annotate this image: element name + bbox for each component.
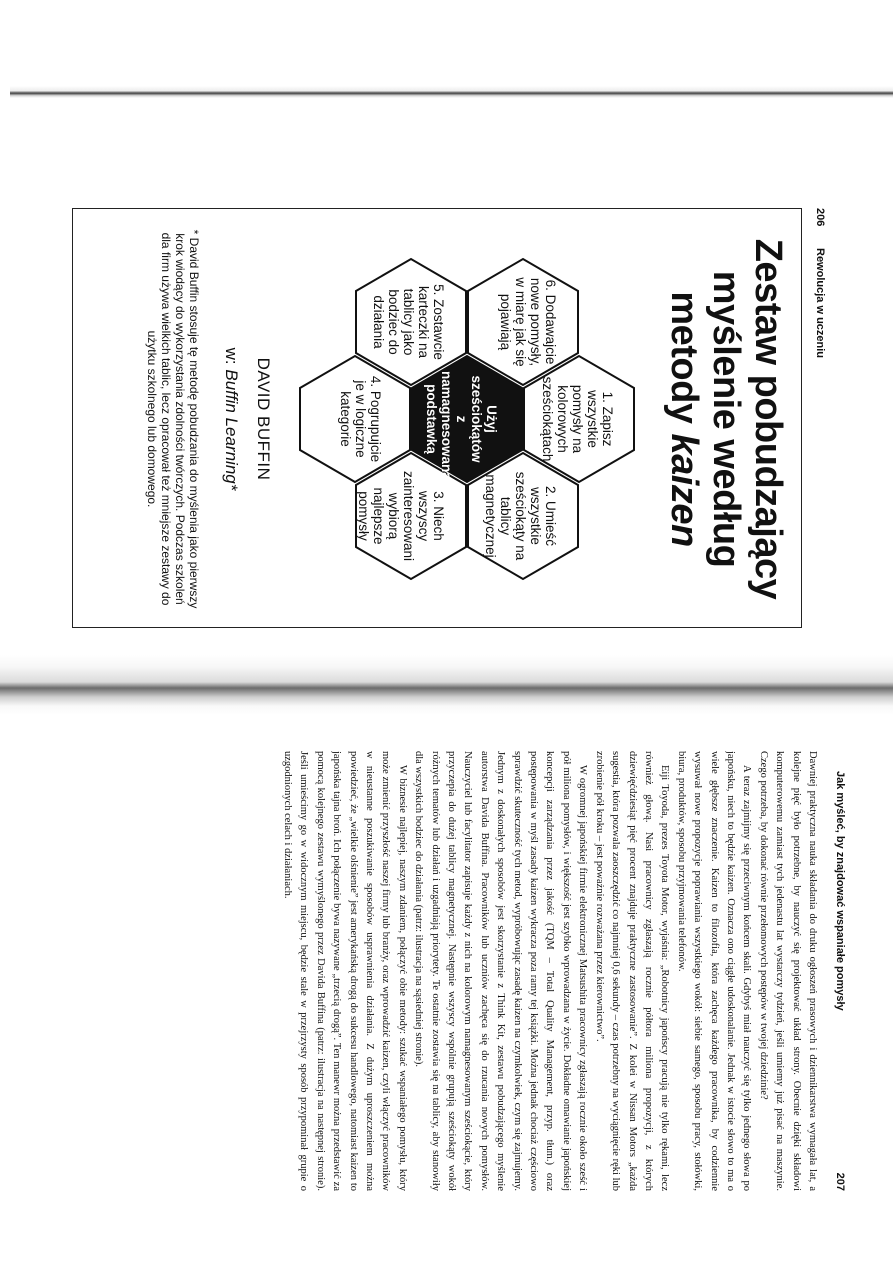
- page-number-207: 207: [834, 1172, 846, 1191]
- figure-title: [663, 209, 789, 629]
- think-kit-figure: [72, 208, 802, 628]
- paragraph: W ogromnej japońskiej firmie elektronicznej Matsushita pracownicy zgłaszają rocznie około sześć i pół miliona pomysłów, i większość jest szybko wprowadzana w życie. Dokładne omawianie japońskiej koncepcji zarządzania przez jakość (TQM – Total Quality Management, przyp. tłum.) oraz postępowania w myśl zasady kaizen wykracza poza ramy tej książki. Można jednak chociaż częściowo sprawdzić skuteczność tych metod, wypróbowując zasadę kaizen na czymkolwiek, czym się zajmujemy. Jednym z doskonałych sposobów jest skorzystanie z Think Kit, zestawu pobudzającego myślenie autorstwa Davida Buffina. Pracowników lub uczniów zachęca się do rzucania nowych pomysłów. Nauczyciel lub facylitator zapisuje każdy z nich na kolorowym namagnesowanym sześciokącie, który przyczepia do dużej tablicy magnetycznej. Następnie wszyscy wspólnie grupują sześciokąty wokół różnych tematów lub działań i uzgadniają priorytety. Te ostatnie zostawia się na tablicy, aby stanowiły dla wszystkich bodziec do działania (patrz: ilustracja na sąsiedniej stronie).: [413, 751, 589, 1191]
- figure-title-kaizen: kaizen: [663, 433, 705, 547]
- hexagon-2-text: 2. Umieść wszystkie sześciokąty na tablicy magnetycznej: [483, 471, 558, 561]
- figure-footnote: * David Buffin stosuje tę metodę pobudzania do myślenia jako pierwszy krok wiodący do wykorzystania zdolności twórczych. Podczas szkoleń dla firm używa wielkich tablic, lecz opracował też mniejsze zestawy do użytku szkolnego lub domowego.: [145, 229, 201, 609]
- paragraph: Eiji Toyoda, prezes Toyota Motor, wyjaśnia: „Robotnicy japońscy pracują nie tylko rękami, lecz również głową. Nasi pracownicy zgłaszają rocznie półtora miliona propozycji, z których dziewięćdziesiąt pięć procent znajduje praktyczne zastosowanie”. Z kolei w Nissan Motors „każda sugestia, która pozwala zaoszczędzić co najmniej 0,6 sekundy – czas potrzebny na wyciągnięcie ręki lub zrobienie pół kroku – jest poważnie rozważana przez kierownictwo”.: [593, 751, 671, 1191]
- figure-title-line-1: Zestaw pobudzający: [747, 238, 789, 600]
- book-gutter: [0, 655, 893, 715]
- hexagon-diagram: [291, 209, 651, 629]
- paragraph: W biznesie najlepiej, naszym zdaniem, połączyć obie metody: szukać wspaniałego pomysłu, który może zmienić przyszłość naszej firmy lub branży, oraz wprowadzić kaizen, czyli włączyć pracowników w nieustanne poszukiwanie sposobów usprawnienia działania. Z dużym uproszczeniem można powiedzieć, że „wielkie olśnienie” jest amerykańską drogą do sukcesu handlowego, natomiast kaizen to japońska tajna broń. Ich połączenie bywa nazywane „trzecią drogą”. Ten manewr można przedstawić za pomocą kolejnego zestawu wymyślonego przez Davida Buffina (patrz: ilustracja na następnej stronie). Jeśli umieścimy go w widocznym miejscu, będzie stale w przejrzysty sposób przypominał grupie o uzgodnionych celach i działaniach.: [282, 751, 408, 1191]
- page-206: [66, 208, 826, 628]
- hexagon-3-text: 3. Niech wszyscy zainteresowani wybiorą najlepsze pomysły: [356, 470, 446, 562]
- paragraph: A teraz zajmijmy się przeciwnym końcem skali. Gdybyś miał nauczyć się tylko jednego słowa po japońsku, niech to będzie kaizen. Oznacza ono ciągłe udoskonalanie. Jednak w istocie słowo to ma o wiele głębsze znaczenie. Kaizen to filozofia, która zachęca każdego pracownika, by codziennie wysuwał nowe propozycje poprawiania wszystkiego wokół: siebie samego, sposobu pracy, stołówki, biura, produktów, sposobu przyjmowania telefonów.: [675, 751, 753, 1191]
- hexagon-1-text: 1. Zapisz wszystkie pomysły na kolorowych sześciokątach: [540, 376, 615, 462]
- figure-title-line-3-text: metody: [663, 291, 705, 434]
- figure-title-line-3: [663, 209, 705, 629]
- scan-shadow-top: [10, 86, 893, 98]
- hexagon-center-text: Użyj sześciokątów z namagnesowaną podstawką: [424, 371, 499, 480]
- figure-source-prefix: w:: [222, 347, 241, 370]
- running-head-207: Jak myśleć, by znajdować wspaniałe pomysły: [834, 771, 846, 1011]
- hexagon-4-text: 4. Pogrupujcie je w logiczne kategorie: [338, 375, 383, 463]
- figure-source-name: Buffin Learning*: [222, 369, 241, 491]
- figure-title-line-2: myślenie według: [705, 270, 747, 568]
- running-head: Rewolucja w uczeniu: [814, 248, 826, 359]
- page-header-207: [826, 751, 846, 1191]
- hexagon-5-text: 5. Zostawcie karteczki na tablicy jako bodziec do działania: [371, 284, 446, 360]
- figure-author: DAVID BUFFIN: [254, 357, 273, 481]
- figure-source: [221, 209, 241, 629]
- page-header: [806, 208, 826, 628]
- page-number: 206: [814, 208, 826, 227]
- body-text: [50, 751, 820, 1191]
- page-207: [46, 751, 846, 1191]
- hexagon-6-text: 6. Dodawajcie nowe pomysły, w miarę jak się pojawiają: [498, 277, 558, 367]
- paragraph: Dawniej praktyczna nauka składania do druku ogłoszeń prasowych i dziennikarstwa wymagała lat, a kolejne pięć było potrzebne, by nauczyć się projektować układ strony. Obecnie dzięki składowi komputerowemu zamiast tych jedenastu lat wystarczy tydzień, jeśli umiemy już pisać na maszynie. Czego potrzeba, by dokonać równie przełomowych postępów w twojej dziedzinie?: [757, 751, 818, 1191]
